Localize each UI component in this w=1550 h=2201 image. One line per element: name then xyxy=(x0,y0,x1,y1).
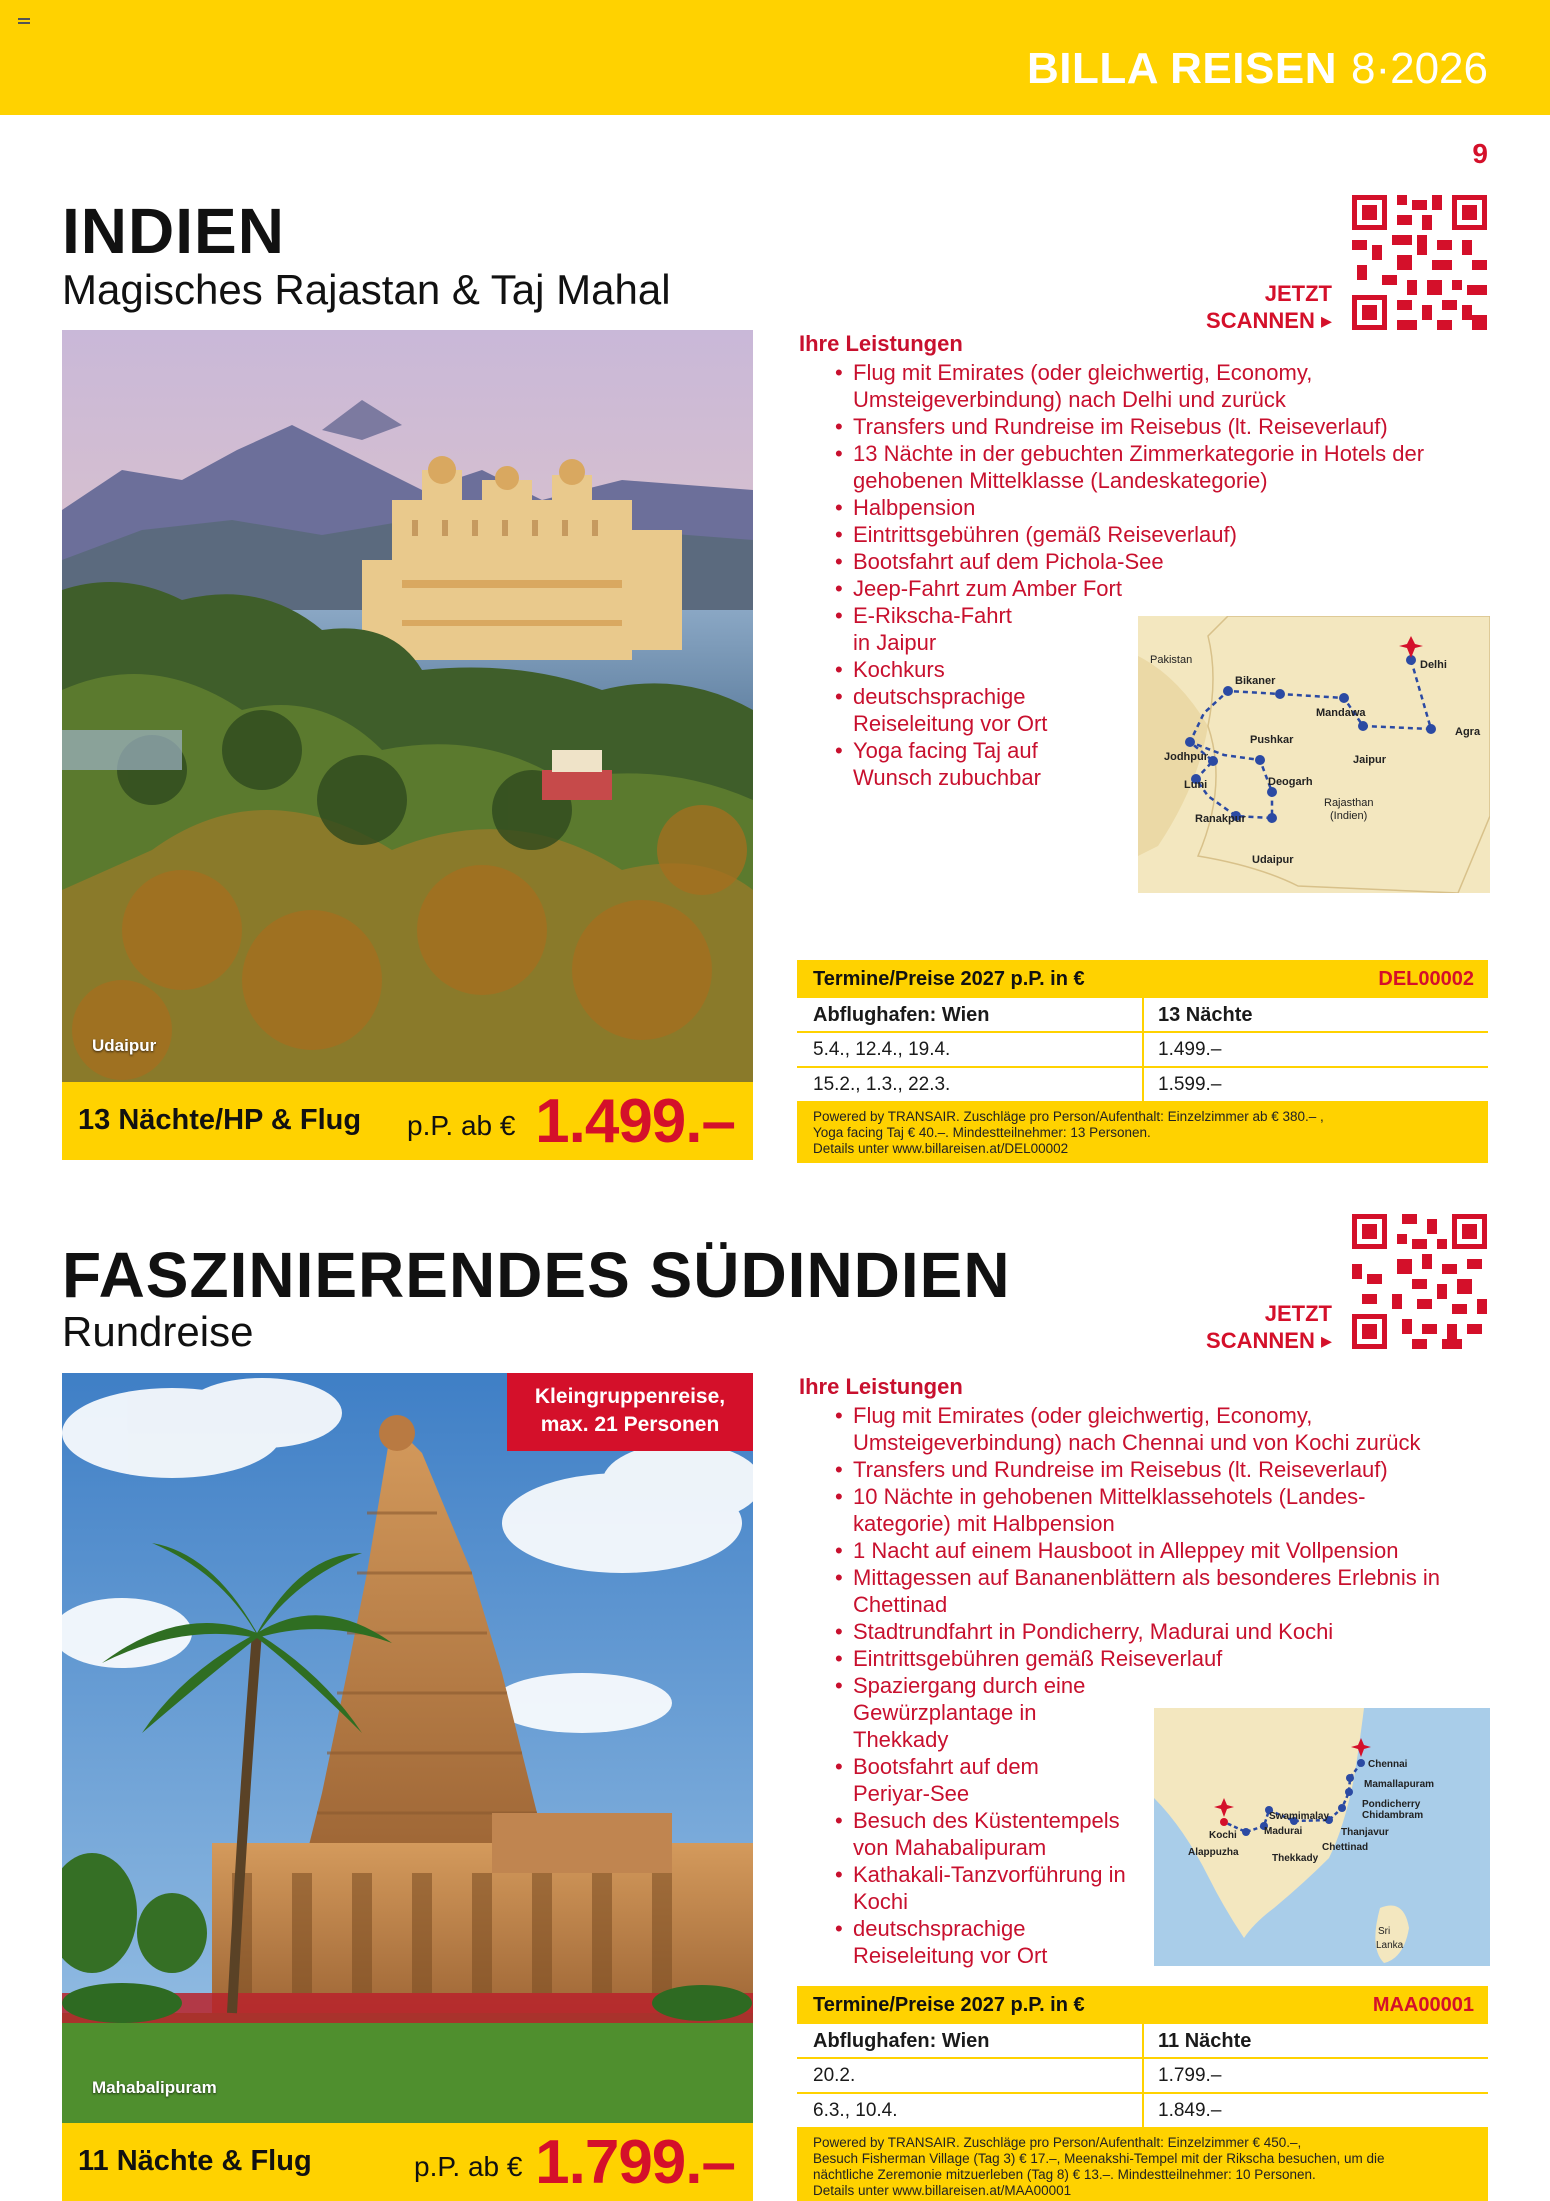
page-number: 9 xyxy=(1472,138,1488,169)
list-item: • Eintrittsgebühren (gemäß Reiseverlauf) xyxy=(835,521,1475,548)
list-item: • Bootsfahrt auf dem Periyar-See xyxy=(835,1753,1095,1807)
leistungen-title: Ihre Leistungen xyxy=(799,331,963,356)
list-item: • Kathakali-Tanzvorführung in Kochi xyxy=(835,1861,1145,1915)
scan-label[interactable] xyxy=(1206,1300,1332,1354)
list-item: • Eintrittsgebühren gemäß Reiseverlauf xyxy=(835,1645,1495,1672)
map-label: Rajasthan xyxy=(1324,797,1374,809)
list-item: • Transfers und Rundreise im Reisebus (lt. Reiseverlauf) xyxy=(835,1456,1495,1483)
price-value: 1.499.– xyxy=(535,1087,735,1156)
map-label: Delhi xyxy=(1420,659,1447,671)
list-item: • Spaziergang durch eine Gewürzplantage in Thekkady xyxy=(835,1672,1125,1753)
map-label: Thekkady xyxy=(1272,1853,1319,1864)
map-label: Udaipur xyxy=(1252,854,1294,866)
map-label: Mandawa xyxy=(1316,707,1366,719)
offer-code: DEL00002 xyxy=(1378,968,1474,990)
table-cell: 1.499.– xyxy=(1158,1039,1222,1060)
small-group-badge xyxy=(507,1373,753,1451)
offer-title: FASZINIERENDES SÜDINDIEN xyxy=(62,1239,1011,1311)
footnote-line: Yoga facing Taj € 40.–. Mindestteilnehmer: 13 Personen. xyxy=(813,1125,1151,1140)
price-bar xyxy=(62,2123,753,2201)
price-nights: 11 Nächte & Flug xyxy=(78,2145,312,2177)
menu-icon[interactable] xyxy=(18,18,30,28)
route-map-suedindien xyxy=(1154,1708,1490,1966)
table-cell: 15.2., 1.3., 22.3. xyxy=(813,1074,951,1095)
leistungen-title: Ihre Leistungen xyxy=(799,1374,963,1399)
list-item: • Flug mit Emirates (oder gleichwertig, Economy, Umsteigeverbindung) nach Chennai und von Kochi zurück xyxy=(835,1402,1495,1456)
map-label: Alappuzha xyxy=(1188,1847,1239,1858)
list-item: • Kochkurs xyxy=(835,656,1475,683)
table-header xyxy=(797,1986,1488,2024)
list-item: • Stadtrundfahrt in Pondicherry, Madurai und Kochi xyxy=(835,1618,1495,1645)
photo-caption: Udaipur xyxy=(92,1036,157,1055)
list-item: • 13 Nächte in der gebuchten Zimmerkategorie in Hotels der gehobenen Mittelklasse (Landeskategorie) xyxy=(835,440,1455,494)
table-footnote xyxy=(797,1103,1488,1163)
table-column-headers xyxy=(797,998,1488,1033)
footnote-line[interactable]: Details unter www.billareisen.at/DEL00002 xyxy=(813,1141,1069,1156)
table-cell: 1.599.– xyxy=(1158,1074,1222,1095)
list-item: • deutschsprachige Reiseleitung vor Ort xyxy=(835,1915,1095,1969)
map-label: Pondicherry xyxy=(1362,1799,1421,1810)
map-label: Pakistan xyxy=(1150,654,1193,666)
table-cell: 1.849.– xyxy=(1158,2100,1222,2121)
scan-label[interactable] xyxy=(1206,280,1332,334)
table-column-headers xyxy=(797,2024,1488,2059)
price-table xyxy=(797,1986,1488,2201)
list-item: • Halbpension xyxy=(835,494,1475,521)
map-label: Thanjavur xyxy=(1341,1827,1389,1838)
footnote-line: Besuch Fisherman Village (Tag 3) € 17.–, Meenakshi-Tempel mit der Rikscha besuchen, um die xyxy=(813,2151,1385,2166)
list-item: • Bootsfahrt auf dem Pichola-See xyxy=(835,548,1475,575)
edition: 8·2026 xyxy=(1350,44,1488,93)
price-nights: 13 Nächte/HP & Flug xyxy=(78,1104,362,1136)
map-label: Chettinad xyxy=(1322,1842,1369,1853)
column-divider xyxy=(1142,2024,1144,2057)
scan-label-line: SCANNEN ▸ xyxy=(1206,308,1332,333)
table-title: Termine/Preise 2027 p.P. in € xyxy=(813,968,1085,990)
map-label: Chennai xyxy=(1368,1759,1408,1770)
map-label: Madurai xyxy=(1264,1826,1303,1837)
table-row xyxy=(797,2059,1488,2094)
table-row xyxy=(797,1033,1488,1068)
column-divider xyxy=(1142,2094,1144,2127)
qr-code-icon[interactable] xyxy=(1352,1214,1487,1349)
column-header: 13 Nächte xyxy=(1158,1004,1253,1026)
list-item: • Mittagessen auf Bananenblättern als besonderes Erlebnis in Chettinad xyxy=(835,1564,1495,1618)
column-header: Abflughafen: Wien xyxy=(813,1004,990,1026)
map-label: Pushkar xyxy=(1250,734,1294,746)
list-item: • deutschsprachige Reiseleitung vor Ort xyxy=(835,683,1095,737)
photo-udaipur xyxy=(62,330,753,1082)
map-label: Swamimalay xyxy=(1269,1811,1330,1822)
table-header xyxy=(797,960,1488,998)
price-pp-label: p.P. ab € xyxy=(414,2151,523,2182)
map-label: Jodhpur xyxy=(1164,751,1208,763)
footnote-line: Powered by TRANSAIR. Zuschläge pro Person/Aufenthalt: Einzelzimmer € 450.–, xyxy=(813,2135,1302,2150)
offer-title: INDIEN xyxy=(62,195,285,267)
table-row xyxy=(797,1068,1488,1103)
photo-caption: Mahabalipuram xyxy=(92,2078,217,2097)
map-label: Bikaner xyxy=(1235,675,1276,687)
list-item: • 1 Nacht auf einem Hausboot in Alleppey mit Vollpension xyxy=(835,1537,1495,1564)
badge-line: max. 21 Personen xyxy=(540,1413,720,1436)
map-label: Chidambram xyxy=(1362,1810,1424,1821)
map-label: Agra xyxy=(1455,726,1481,738)
column-header: 11 Nächte xyxy=(1158,2030,1252,2052)
udaipur-image xyxy=(62,330,753,1082)
table-cell: 20.2. xyxy=(813,2065,856,2086)
list-item: • Transfers und Rundreise im Reisebus (lt. Reiseverlauf) xyxy=(835,413,1475,440)
list-item: • Besuch des Küstentempels von Mahabalipuram xyxy=(835,1807,1145,1861)
column-divider xyxy=(1142,1033,1144,1066)
price-bar xyxy=(62,1082,753,1160)
table-footnote xyxy=(797,2129,1488,2201)
list-item: • Yoga facing Taj auf Wunsch zubuchbar xyxy=(835,737,1085,791)
price-value: 1.799.– xyxy=(535,2128,735,2197)
map-label: Sri xyxy=(1378,1926,1391,1937)
map-label: Mamallapuram xyxy=(1364,1779,1435,1790)
map-label: Jaipur xyxy=(1353,754,1387,766)
offer-subtitle: Rundreise xyxy=(62,1308,254,1355)
qr-code-icon[interactable] xyxy=(1352,195,1487,330)
header-bar xyxy=(0,0,1550,115)
offer-code: MAA00001 xyxy=(1372,1994,1474,2016)
map-label: Lanka xyxy=(1376,1940,1404,1951)
table-title: Termine/Preise 2027 p.P. in € xyxy=(813,1994,1085,2016)
footnote-line: nächtliche Zeremonie mitzuerleben (Tag 8) € 13.–. Mindestteilnehmer: 10 Personen. xyxy=(813,2167,1316,2182)
badge-line: Kleingruppenreise, xyxy=(534,1385,726,1408)
temple-image xyxy=(62,1373,753,2123)
list-item: • Flug mit Emirates (oder gleichwertig, Economy, Umsteigeverbindung) nach Delhi und zurück xyxy=(835,359,1425,413)
price-table xyxy=(797,960,1488,1163)
list-item: • Jeep-Fahrt zum Amber Fort xyxy=(835,575,1475,602)
column-divider xyxy=(1142,1068,1144,1101)
footnote-line: Powered by TRANSAIR. Zuschläge pro Person/Aufenthalt: Einzelzimmer ab € 380.– , xyxy=(813,1109,1324,1124)
list-item: • E-Rikscha-Fahrt in Jaipur xyxy=(835,602,1035,656)
scan-label-line: JETZT xyxy=(1264,281,1332,306)
brand-title xyxy=(1027,44,1488,94)
column-divider xyxy=(1142,998,1144,1031)
map-label: Deogarh xyxy=(1268,776,1313,788)
table-row xyxy=(797,2094,1488,2129)
footnote-line[interactable]: Details unter www.billareisen.at/MAA00001 xyxy=(813,2183,1072,2198)
map-label: Luni xyxy=(1184,779,1208,791)
list-item: • 10 Nächte in gehobenen Mittelklassehotels (Landes-kategorie) mit Halbpension xyxy=(835,1483,1435,1537)
column-divider xyxy=(1142,2059,1144,2092)
table-cell: 6.3., 10.4. xyxy=(813,2100,898,2121)
route-map-rajasthan xyxy=(1138,616,1490,893)
brand-name: BILLA REISEN xyxy=(1027,44,1337,93)
table-cell: 1.799.– xyxy=(1158,2065,1222,2086)
map-label: (Indien) xyxy=(1330,810,1368,822)
map-label: Kochi xyxy=(1209,1830,1237,1841)
scan-label-line: JETZT xyxy=(1264,1301,1332,1326)
scan-label-line: SCANNEN ▸ xyxy=(1206,1328,1332,1353)
price-pp-label: p.P. ab € xyxy=(407,1110,516,1141)
table-cell: 5.4., 12.4., 19.4. xyxy=(813,1039,951,1060)
photo-mahabalipuram xyxy=(62,1373,753,2123)
map-label: Ranakpur xyxy=(1195,813,1246,825)
offer-subtitle: Magisches Rajastan & Taj Mahal xyxy=(62,266,671,313)
column-header: Abflughafen: Wien xyxy=(813,2030,990,2052)
